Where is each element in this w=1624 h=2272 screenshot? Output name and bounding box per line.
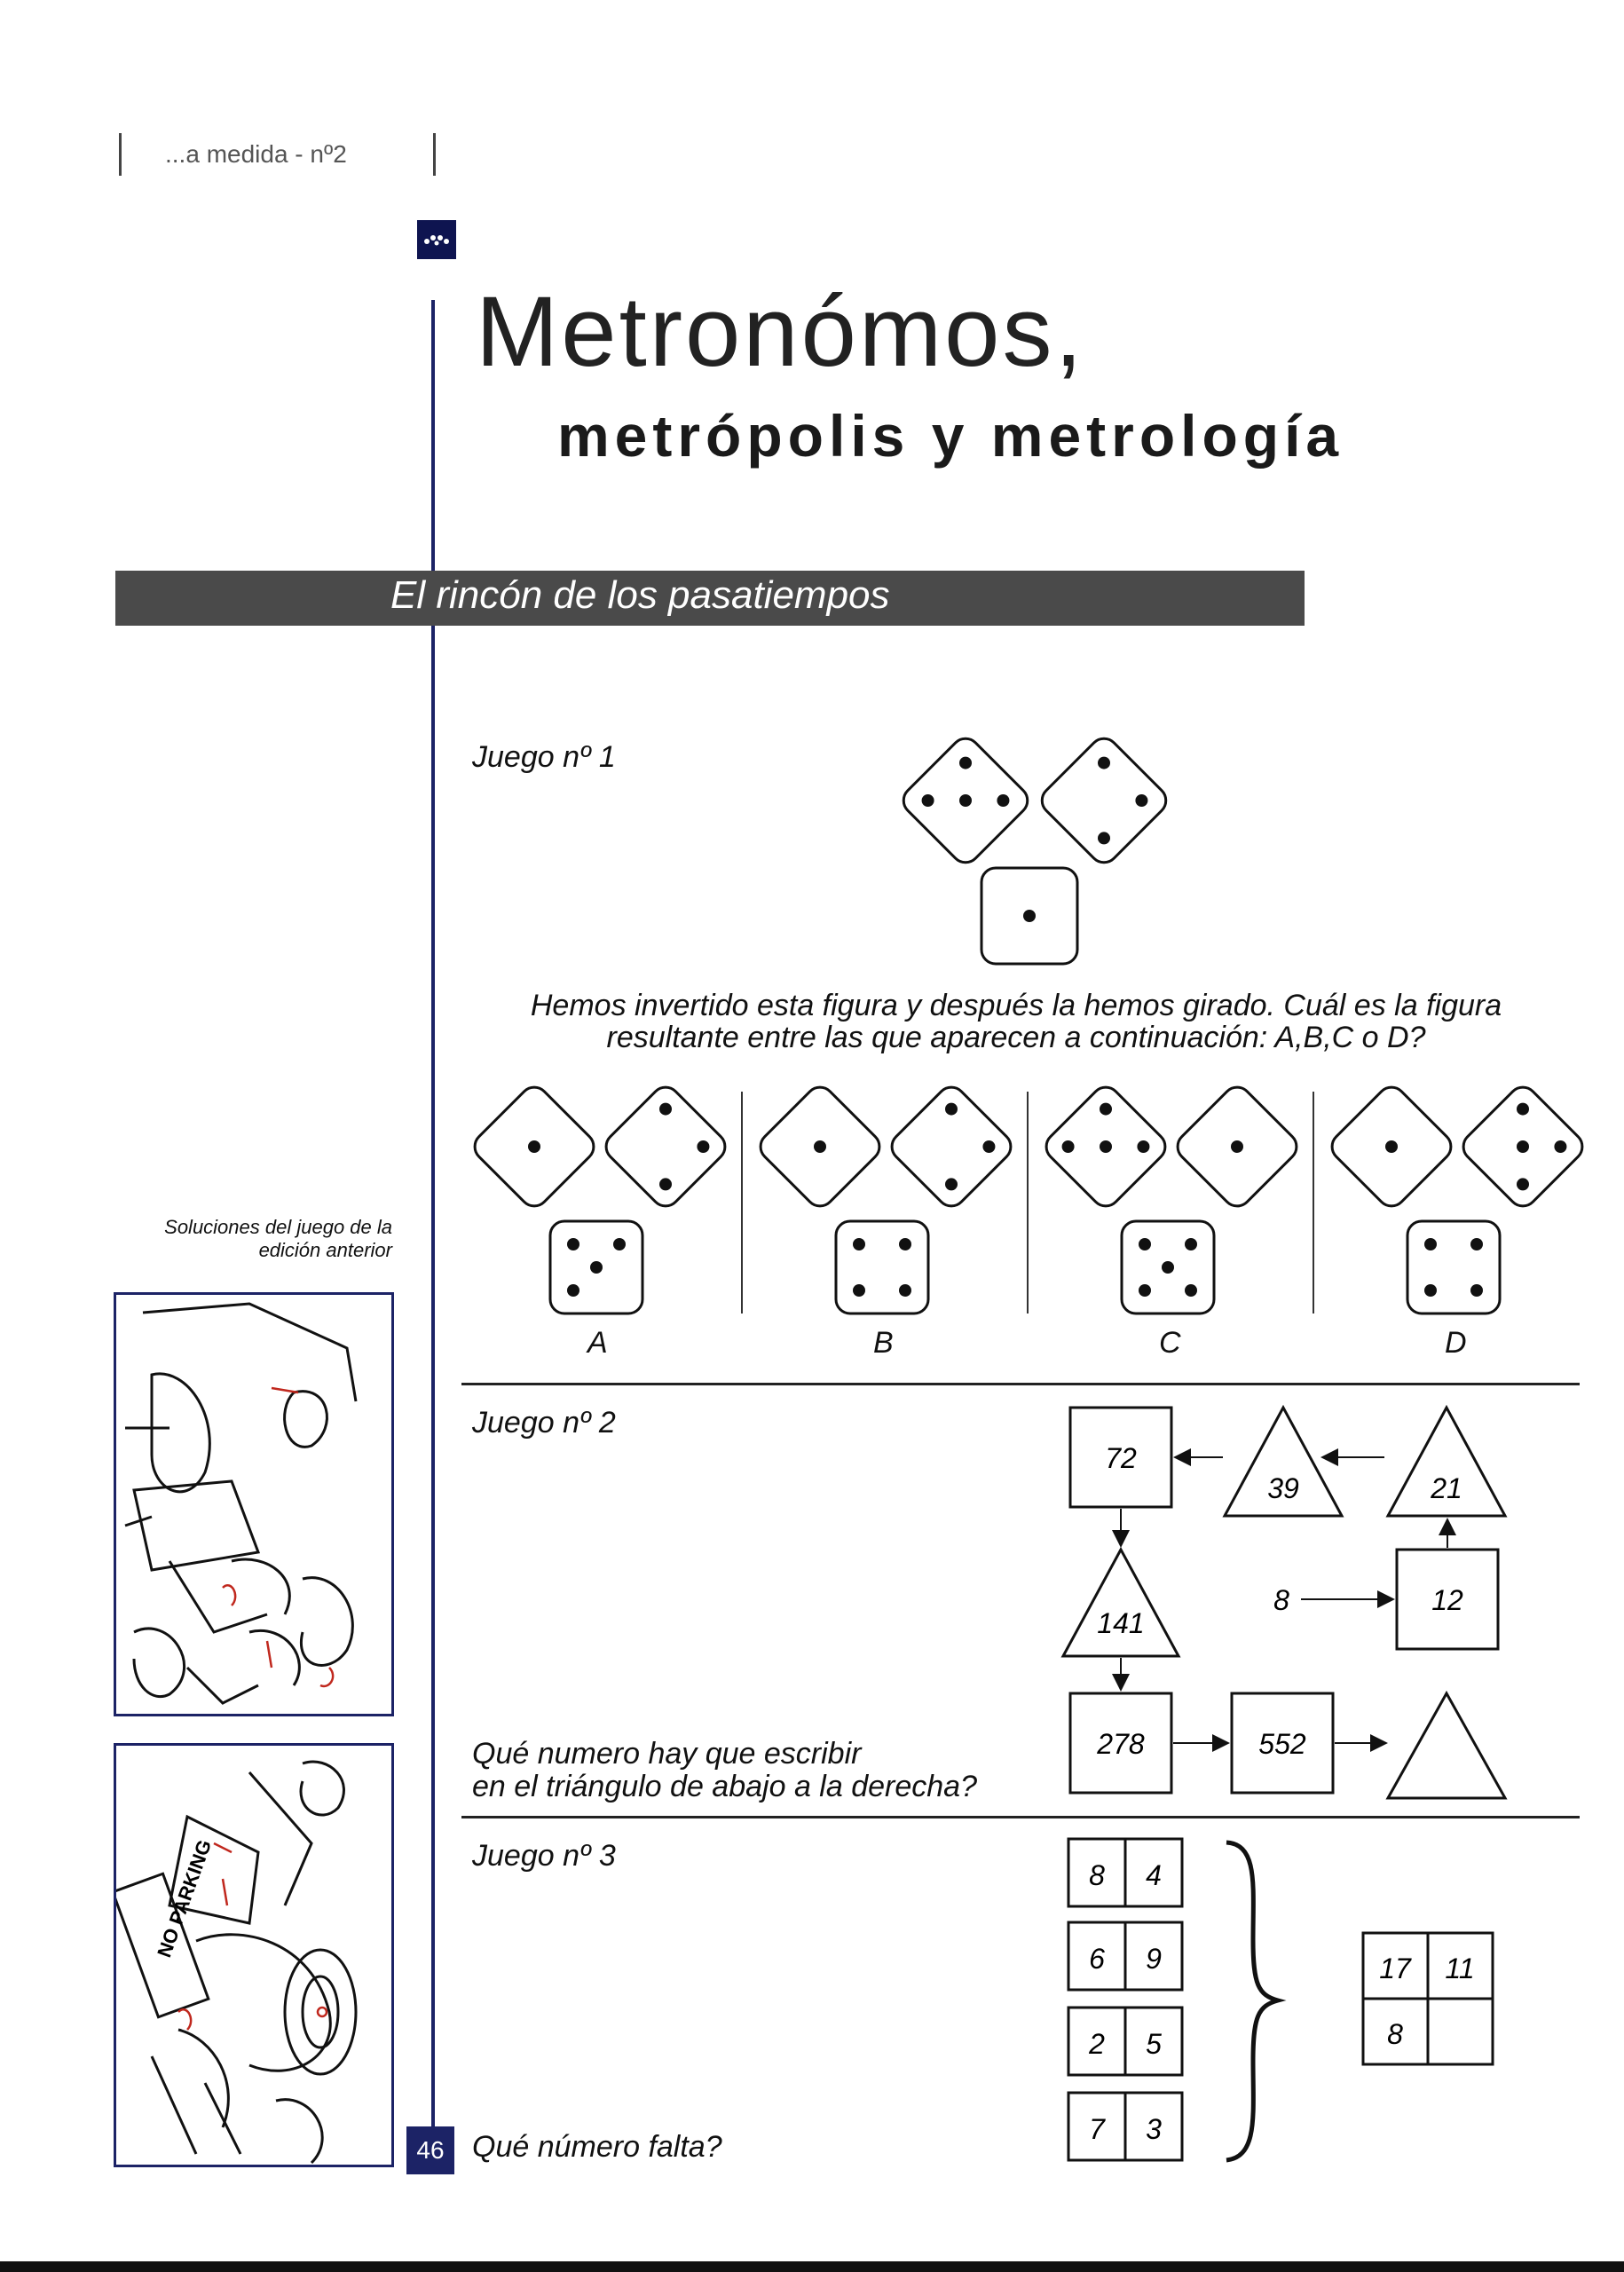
game3-question: Qué número falta?	[472, 2130, 722, 2164]
game2-question	[472, 1738, 977, 1804]
game2-label: Juego nº 2	[472, 1406, 616, 1440]
value-72: 72	[1105, 1442, 1137, 1474]
value-141: 141	[1097, 1607, 1145, 1639]
no-parking-sign: NO PARKING	[153, 1836, 217, 1960]
result-value: 17	[1379, 1952, 1411, 1984]
result-value: 8	[1387, 2018, 1403, 2050]
cartoon-solution-2	[114, 1743, 394, 2167]
option-label-b: B	[873, 1326, 894, 1360]
game2-diagram	[1056, 1400, 1526, 1809]
result-grid	[1363, 1933, 1493, 2064]
solutions-caption	[98, 1216, 392, 1263]
game1-figure	[879, 728, 1180, 967]
pair-value: 4	[1146, 1859, 1162, 1891]
divider	[461, 1383, 1580, 1385]
pair-value: 3	[1146, 2113, 1162, 2145]
bottom-edge	[0, 2261, 1624, 2272]
result-value: 11	[1445, 1952, 1475, 1984]
magazine-logo-icon	[417, 220, 456, 259]
page-subtitle: metrópolis y metrología	[557, 403, 1344, 469]
pair-value: 5	[1146, 2028, 1162, 2060]
cartoon-solution-1	[114, 1292, 394, 1716]
die-one	[981, 868, 1077, 964]
pair-3	[1068, 2008, 1182, 2075]
pair-value: 6	[1089, 1943, 1105, 1975]
divider	[461, 1816, 1580, 1818]
value-8: 8	[1273, 1584, 1289, 1616]
pair-value: 7	[1089, 2113, 1105, 2145]
section-tag-text: ...a medida - nº2	[165, 140, 347, 168]
divider	[433, 133, 436, 176]
game2-question-line1: Qué numero hay que escribir	[472, 1737, 862, 1771]
game1-question	[444, 990, 1589, 1053]
option-label-c: C	[1159, 1326, 1181, 1360]
value-552: 552	[1258, 1728, 1306, 1760]
divider	[119, 133, 122, 176]
value-12: 12	[1431, 1584, 1463, 1616]
caption-line1: Soluciones del juego de la	[164, 1216, 392, 1238]
game1-options	[461, 1074, 1597, 1367]
value-278: 278	[1097, 1728, 1145, 1760]
game1-label: Juego nº 1	[472, 740, 616, 774]
option-label-a: A	[587, 1326, 608, 1360]
die-four	[898, 733, 1034, 869]
pair-value: 2	[1089, 2028, 1105, 2060]
section-tag	[119, 133, 447, 176]
game1-question-line1: Hemos invertido esta figura y después la hemos girado. Cuál es la figura	[530, 989, 1502, 1022]
game3-diagram	[1061, 1834, 1514, 2171]
triangle-141	[1063, 1550, 1179, 1656]
option-label-d: D	[1445, 1326, 1467, 1360]
pair-value: 8	[1089, 1859, 1105, 1891]
value-21: 21	[1431, 1472, 1462, 1504]
page-title: Metronómos,	[476, 276, 1085, 387]
game2-question-line2: en el triángulo de abajo a la derecha?	[472, 1770, 977, 1804]
pair-4	[1068, 2093, 1182, 2160]
page-number: 46	[406, 2126, 454, 2174]
game3-label: Juego nº 3	[472, 1839, 616, 1873]
section-banner-title: El rincón de los pasatiempos	[390, 573, 890, 617]
triangle-empty	[1388, 1693, 1505, 1798]
pair-value: 9	[1146, 1943, 1162, 1975]
pair-2	[1068, 1922, 1182, 1990]
curly-brace-icon	[1226, 1842, 1278, 2160]
caption-line2: edición anterior	[258, 1239, 392, 1262]
game1-question-line2: resultante entre las que aparecen a continuación: A,B,C o D?	[606, 1020, 1426, 1054]
pair-1	[1068, 1839, 1182, 1906]
die-three	[1037, 733, 1172, 869]
value-39: 39	[1267, 1472, 1299, 1504]
